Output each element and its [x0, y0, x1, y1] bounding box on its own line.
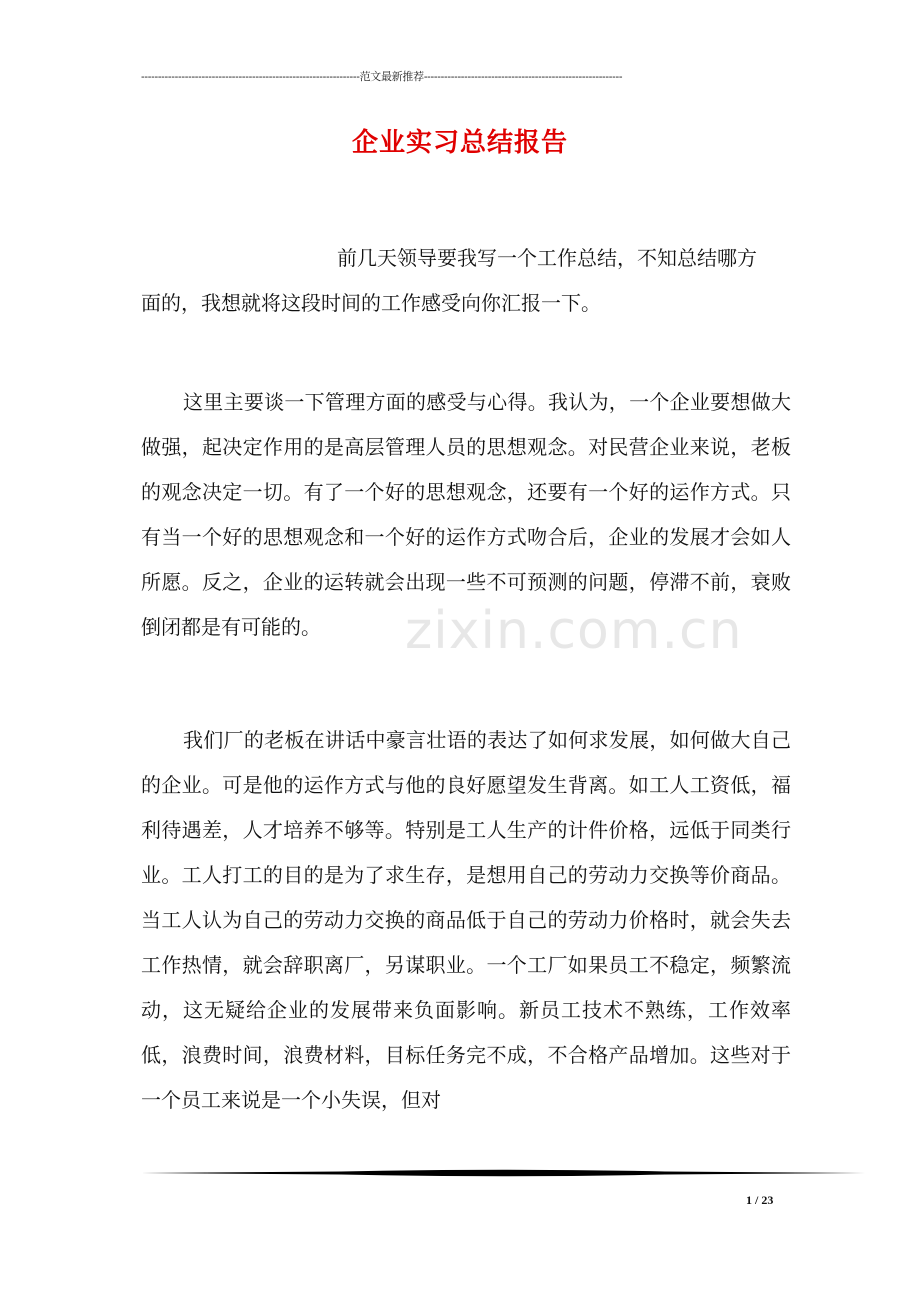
page-header	[141, 68, 766, 84]
paragraph-1-line-2: 面的，我想就将这段时间的工作感受向你汇报一下。	[141, 291, 601, 315]
watermark: zixin.com.cn	[405, 601, 743, 661]
paragraph-3-text: 我们厂的老板在讲话中豪言壮语的表达了如何求发展，如何做大自己的企业。可是他的运作方式与他的良好愿望发生背离。如工人工资低，福利待遇差，人才培养不够等。特别是工人生产的计件价格，远低于同类行业。工人打工的目的是为了求生存，是想用自己的劳动力交换等价商品。当工人认为自己的劳动力交换的商品低于自己的劳动力价格时，就会失去工作热情，就会辞职离厂，另谋职业。一个工厂如果员工不稳定，频繁流动，这无疑给企业的发展带来负面影响。新员工技术不熟练，工作效率低，浪费时间，浪费材料，目标任务完不成，不合格产品增加。这些对于一个员工来说是一个小失误，但对	[141, 728, 791, 1112]
paragraph-1-line-1: 前几天领导要我写一个工作总结，不知总结哪方	[337, 246, 757, 270]
footer-rule	[141, 1167, 865, 1179]
header-right-dashes: -----------------------------------------------------------	[423, 71, 623, 84]
header-label: 范文最新推荐	[359, 71, 424, 83]
document-title: 企业实习总结报告	[351, 128, 568, 158]
paragraph-2-text: 这里主要谈一下管理方面的感受与心得。我认为，一个企业要想做大做强，起决定作用的是高层管理人员的思想观念。对民营企业来说，老板的观念决定一切。有了一个好的思想观念，还要有一个好的运作方式。只有当一个好的思想观念和一个好的运作方式吻合后，企业的发展才会如人所愿。反之，企业的运转就会出现一些不可预测的问题，停滞不前，衰败倒闭都是有可能的。	[141, 390, 791, 639]
page-number: 1 / 23	[746, 1193, 774, 1207]
header-left-dashes: -----------------------------------------------------------------	[141, 71, 360, 84]
paragraph-1	[141, 236, 791, 326]
paragraph-3	[141, 718, 791, 1123]
